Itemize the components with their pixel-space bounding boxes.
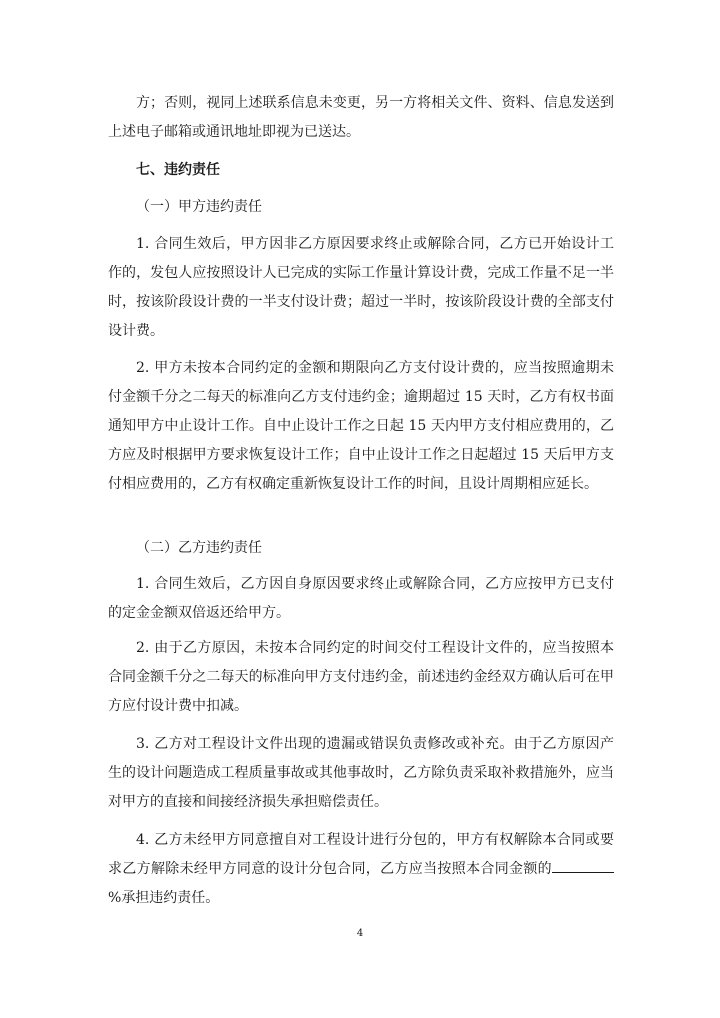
continuation-paragraph: 方；否则，视同上述联系信息未变更，另一方将相关文件、资料、信息发送到上述电子邮箱或通讯地址即视为已送达。 bbox=[108, 95, 614, 140]
percentage-blank bbox=[552, 860, 614, 873]
party-b-item-4-tail: 承担违约责任。 bbox=[121, 890, 220, 906]
party-b-item-1: 1. 合同生效后，乙方因自身原因要求终止或解除合同，乙方应按甲方已支付的定金金额双倍返还给甲方。 bbox=[108, 576, 614, 621]
party-b-item-2: 2. 由于乙方原因，未按本合同约定的时间交付工程设计文件的，应当按照本合同金额千分之二每天的标准向甲方支付违约金，前述违约金经双方确认后可在甲方应付设计费中扣减。 bbox=[108, 640, 614, 714]
party-a-item-2: 2. 甲方未按本合同约定的金额和期限向乙方支付设计费的，应当按照逾期未付金额千分之二每天的标准向乙方支付违约金；逾期超过 15 天时，乙方有权书面通知甲方中止设计工作。自中止设计工作之日起 15 天内甲方支付相应费用的，乙方应及时根据甲方要求恢复设计工作；自中止设计工作之日起超过 15 天后甲方支付相应费用的，乙方有权确定重新恢复设计工作的时间，且设计周期相应延长。 bbox=[108, 360, 614, 492]
party-b-item-4-text: 4. 乙方未经甲方同意擅自对工程设计进行分包的，甲方有权解除本合同或要求乙方解除未经甲方同意的设计分包合同，乙方应当按照本合同金额的 bbox=[108, 832, 614, 877]
page-number: 4 bbox=[356, 928, 364, 939]
percent-sign: % bbox=[108, 890, 122, 906]
party-b-item-3: 3. 乙方对工程设计文件出现的遗漏或错误负责修改或补充。由于乙方原因产生的设计问题造成工程质量事故或其他事故时，乙方除负责采取补救措施外，应当对甲方的直接和间接经济损失承担赔偿责任。 bbox=[108, 736, 614, 810]
party-a-heading: （一）甲方违约责任 bbox=[136, 199, 262, 215]
section-title: 七、违约责任 bbox=[136, 162, 220, 178]
party-b-heading: （二）乙方违约责任 bbox=[136, 540, 262, 556]
party-a-item-1: 1. 合同生效后，甲方因非乙方原因要求终止或解除合同，乙方已开始设计工作的，发包人应按照设计人已完成的实际工作量计算设计费，完成工作量不足一半时，按该阶段设计费的一半支付设计费；超过一半时，按该阶段设计费的全部支付设计费。 bbox=[108, 236, 614, 339]
party-b-item-4 bbox=[108, 826, 614, 913]
